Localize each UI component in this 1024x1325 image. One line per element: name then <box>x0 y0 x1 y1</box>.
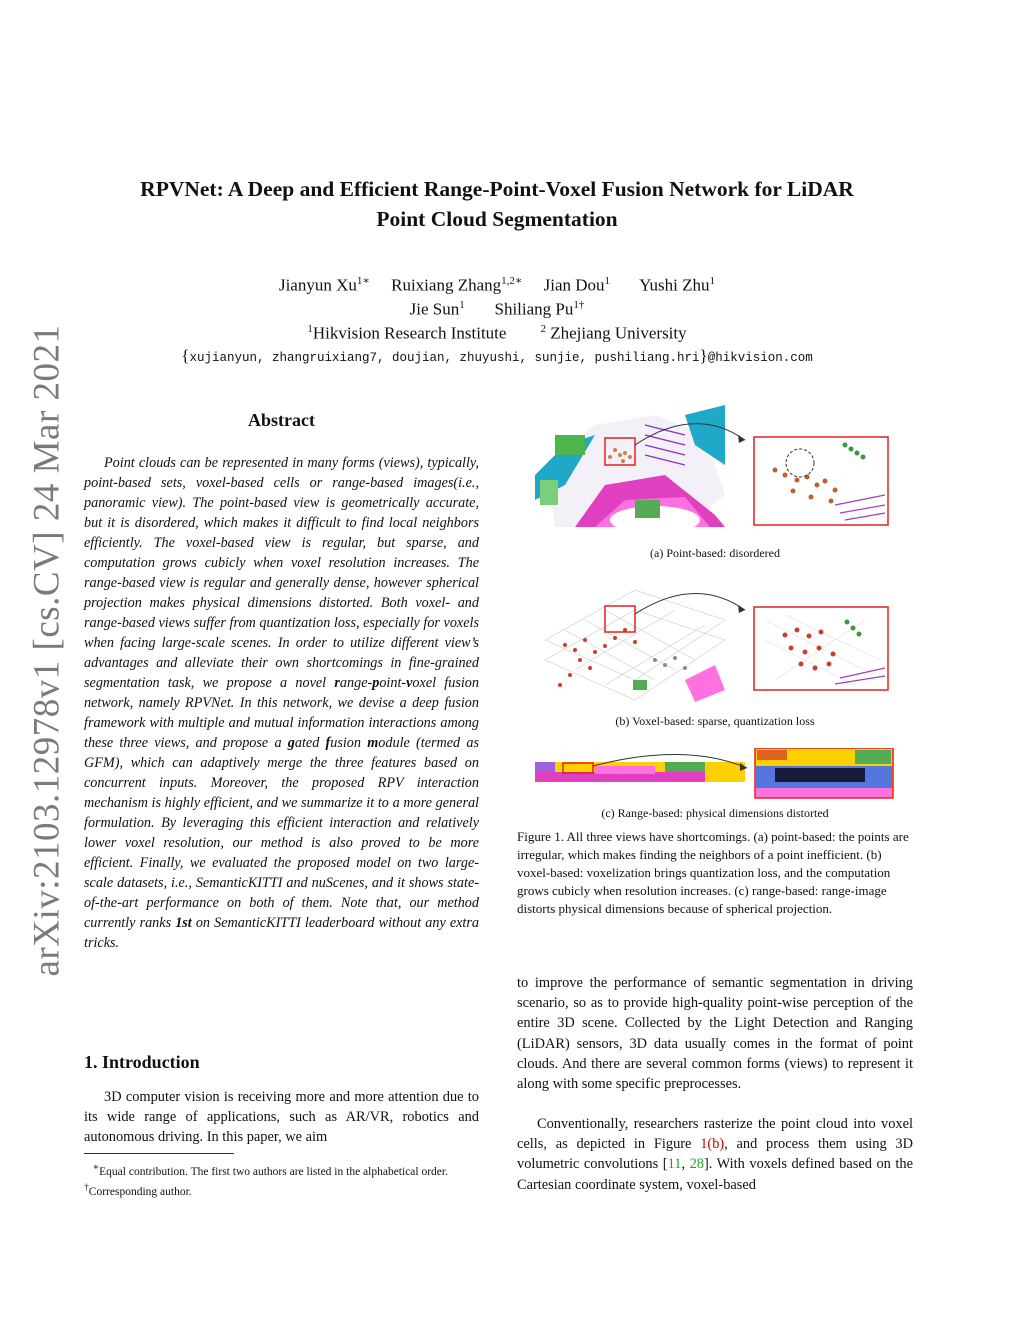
author-sup: 1,2∗ <box>501 275 523 287</box>
author-name: Jian Dou <box>543 275 605 295</box>
emph-letter: f <box>325 735 331 751</box>
title-line-2: Point Cloud Segmentation <box>376 207 618 231</box>
abstract-text-part: usion <box>330 735 368 751</box>
author-name: Jie Sun <box>409 299 460 319</box>
affiliation-sup: 1 <box>307 323 313 335</box>
abstract-text-part: ated <box>294 735 326 751</box>
email-list: xujianyun, zhangruixiang7, doujian, zhuyushi, sunjie, pushiliang.hri <box>189 351 700 365</box>
figure-1-caption: Figure 1. All three views have shortcomings. (a) point-based: the points are irregular, which makes finding the neighbors of a point inefficient. (b) voxel-based: voxelization brings quantization loss, and the computation grows cubicly when resolution increases. (c) range-based: range-image distorts physical dimensions because of spherical projection. <box>517 829 909 916</box>
abstract-heading: Abstract <box>248 410 315 430</box>
abstract-text-part: oint- <box>379 675 407 691</box>
author-name: Yushi Zhu <box>639 275 710 295</box>
citation-link[interactable]: 28 <box>689 1156 704 1173</box>
author-line-2 <box>60 294 934 321</box>
author-sup: 1 <box>459 299 465 311</box>
author-sup: 1∗ <box>356 275 370 287</box>
emph-letter: r <box>334 675 340 691</box>
right-paragraph-2 <box>517 1114 913 1195</box>
footnote-rule <box>84 1153 234 1154</box>
abstract-text-part: ange- <box>339 675 373 691</box>
affiliations <box>60 318 934 345</box>
figure-caption-a: (a) Point-based: disordered <box>650 546 780 560</box>
email-domain: @hikvision.com <box>707 351 813 365</box>
emph-letter: p <box>372 675 380 691</box>
figure-ref-link[interactable]: 1(b) <box>700 1136 725 1153</box>
author-sup: 1 <box>709 275 716 287</box>
arxiv-side-stamp <box>22 323 72 977</box>
author-sup: 1† <box>573 299 585 311</box>
abstract-text-part: Point clouds can be represented in many forms (views), typically, point-based sets, voxel-based cells or range-based images(i.e., panoramic view). The point-based view is geometrically accurate, but it is disordered, which makes it difficult to find local neighbors efficiently. The voxel-based view is regular, but sparse, and computation grows cubicly when voxel resolution increases. The range-based view is regular and generally dense, however spherical projection makes physical dimensions distorted. Both voxel- and range-based views suffer from quantization loss, especially for voxels when facing large-scale scenes. In order to utilize different view’s advantages and alleviate their own shortcomings in fine-grained segmentation task, we propose a novel <box>84 455 479 691</box>
author-name: Shiliang Pu <box>494 299 574 319</box>
affiliation-sup: 2 <box>540 323 546 335</box>
figure-panel-c-image <box>535 748 897 800</box>
figure-panel-b-image <box>535 580 895 705</box>
figure-caption-c: (c) Range-based: physical dimensions distorted <box>601 806 829 820</box>
figure-caption-b: (b) Voxel-based: sparse, quantization loss <box>615 714 815 728</box>
paragraph-text-part: , <box>681 1156 690 1173</box>
emph-letter: m <box>367 735 379 751</box>
paragraph-text-part: ]. With voxels defined based on the Cartesian coordinate system, voxel-based <box>517 1156 913 1193</box>
footnote-text: Equal contribution. The first two authors are listed in the alphabetical order. <box>99 1165 448 1178</box>
author-emails: {xujianyun, zhangruixiang7, doujian, zhuyushi, sunjie, pushiliang.hri}@hikvision.com <box>181 346 813 365</box>
paragraph-text-part: , and process them using 3D volumetric convolutions [ <box>517 1136 913 1173</box>
emph-rank: 1st <box>175 915 192 931</box>
abstract-text-part: odule (termed as GFM), which can adaptively merge the three features based on concurrent inputs. Moreover, the proposed RPV interaction mechanism is highly efficient, and we summarize it to a more general formulation. By leveraging this efficient interaction and relatively lower voxel resolution, our method is also proved to be more efficient. Finally, we evaluated the proposed model on two large-scale datasets, i.e., SemanticKITTI and nuScenes, and it shows state-of-the-art performance on both of them. Note that, our method currently ranks <box>84 735 479 931</box>
emph-letter: v <box>406 675 413 691</box>
emph-letter: g <box>287 735 295 751</box>
citation-link[interactable]: 11 <box>667 1156 682 1173</box>
affiliation-1: Hikvision Research Institute <box>312 323 507 343</box>
author-name: Jianyun Xu <box>278 275 357 295</box>
arxiv-id-text: arXiv:2103.12978v1 [cs.CV] 24 Mar 2021 <box>26 323 68 977</box>
abstract-body <box>84 453 479 953</box>
figure-panel-a-image <box>535 405 895 527</box>
abstract-text-part: on SemanticKITTI leaderboard without any extra tricks. <box>84 915 479 951</box>
paper-title <box>60 174 934 234</box>
footnote <box>84 1160 484 1200</box>
author-line-1 <box>60 270 934 297</box>
paragraph-text-part: Conventionally, researchers rasterize the point cloud into voxel cells, as depicted in Figure <box>517 1116 913 1153</box>
abstract-text-part: oxel fusion network, namely RPVNet. In this network, we devise a deep fusion framework with multiple and mutual information interactions among these three views, and propose a <box>84 675 479 751</box>
footnote-mark: † <box>84 1181 89 1193</box>
author-name: Ruixiang Zhang <box>391 275 502 295</box>
footnote-mark: ∗ <box>92 1162 100 1173</box>
footnote-text: Corresponding author. <box>88 1185 192 1198</box>
right-paragraph-1: to improve the performance of semantic segmentation in driving scenario, so as to provide high-quality point-wise perception of the entire 3D scene. Collected by the Light Detection and Ranging (LiDAR) sensors, 3D data usually comes in the format of point clouds. And there are several common forms (views) to represent it along with some specific preprocesses. <box>517 975 913 1093</box>
title-line-1: RPVNet: A Deep and Efficient Range-Point-Voxel Fusion Network for LiDAR <box>140 177 854 201</box>
author-sup: 1 <box>604 275 611 287</box>
intro-heading: 1. Introduction <box>84 1052 200 1072</box>
affiliation-2: Zhejiang University <box>550 323 687 343</box>
intro-paragraph-1: 3D computer vision is receiving more and more attention due to its wide range of applications, such as AR/VR, robotics and autonomous driving. In this paper, we aim <box>84 1089 479 1146</box>
